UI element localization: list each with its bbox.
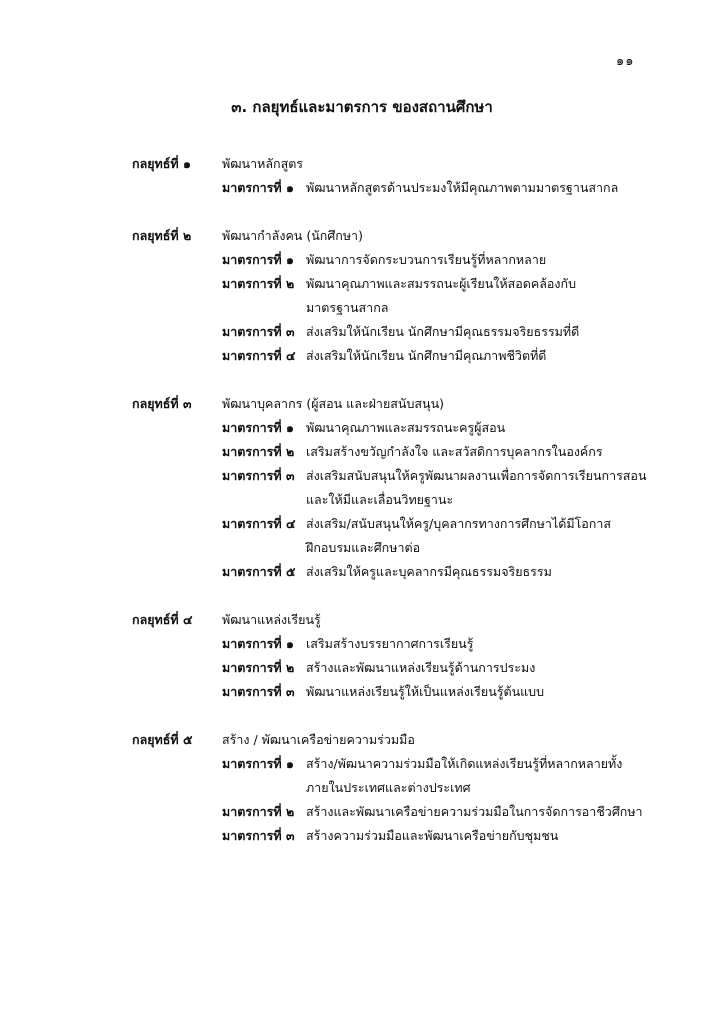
strategy-block: [132, 608, 672, 704]
measure-label: มาตรการที่ ๓: [222, 684, 295, 699]
measure-label: มาตรการที่ ๑: [222, 180, 294, 195]
measure-item: [132, 272, 672, 320]
measure-item: [132, 800, 672, 824]
measure-label: มาตรการที่ ๕: [222, 564, 296, 579]
measure-label: มาตรการที่ ๒: [222, 660, 295, 675]
measure-item: [132, 632, 672, 656]
measure-text-line: เสริมสร้างขวัญกำลังใจ และสวัสดิการบุคลากรในองค์กร: [306, 444, 603, 459]
strategy-text: สร้าง / พัฒนาเครือข่ายความร่วมมือ: [222, 732, 415, 747]
strategy-text: พัฒนาหลักสูตร: [222, 156, 304, 171]
strategy-block: [132, 152, 672, 200]
measure-item: [132, 824, 672, 848]
section-title: ๓. กลยุทธ์และมาตรการ ของสถานศึกษา: [231, 98, 493, 116]
measure-label: มาตรการที่ ๑: [222, 420, 294, 435]
strategy-label: กลยุทธ์ที่ ๒: [132, 228, 192, 243]
measure-text-line: ส่งเสริมให้ครูและบุคลากรมีคุณธรรมจริยธรรม: [306, 564, 552, 579]
strategy-label: กลยุทธ์ที่ ๕: [132, 732, 193, 747]
measure-item: [132, 560, 672, 584]
measure-text-line: พัฒนาคุณภาพและสมรรถนะผู้เรียนให้สอดคล้องกับ: [306, 276, 577, 291]
strategy-label: กลยุทธ์ที่ ๑: [132, 156, 191, 171]
measure-text-line: ภายในประเทศและต่างประเทศ: [306, 780, 471, 795]
measure-label: มาตรการที่ ๑: [222, 636, 294, 651]
measure-text-line: พัฒนาคุณภาพและสมรรถนะครูผู้สอน: [306, 420, 506, 435]
strategy-label: กลยุทธ์ที่ ๓: [132, 396, 192, 411]
page-number: ๑๑: [616, 54, 635, 69]
strategy-block: [132, 728, 672, 848]
measure-item: [132, 464, 672, 512]
measure-item: [132, 344, 672, 368]
measure-item: [132, 416, 672, 440]
strategy-block: [132, 392, 672, 584]
measure-text-line: สร้างและพัฒนาเครือข่ายความร่วมมือในการจัดการอาชีวศึกษา: [306, 804, 643, 819]
measure-item: [132, 512, 672, 560]
measure-label: มาตรการที่ ๔: [222, 348, 296, 363]
measure-item: [132, 176, 672, 200]
measure-label: มาตรการที่ ๔: [222, 516, 296, 531]
strategy-text: พัฒนากำลังคน (นักศึกษา): [222, 228, 363, 243]
measure-item: [132, 752, 672, 800]
strategy-text: พัฒนาแหล่งเรียนรู้: [222, 612, 321, 627]
measure-label: มาตรการที่ ๑: [222, 756, 294, 771]
measure-label: มาตรการที่ ๒: [222, 444, 295, 459]
measure-item: [132, 680, 672, 704]
measure-label: มาตรการที่ ๒: [222, 804, 295, 819]
measure-text-line: พัฒนาการจัดกระบวนการเรียนรู้ที่หลากหลาย: [306, 252, 547, 267]
measure-text-line: ส่งเสริมให้นักเรียน นักศึกษามีคุณธรรมจริยธรรมที่ดี: [306, 324, 580, 339]
measure-item: [132, 320, 672, 344]
measure-text-line: ส่งเสริมสนับสนุนให้ครูพัฒนาผลงานเพื่อการจัดการเรียนการสอน: [306, 468, 647, 483]
measure-label: มาตรการที่ ๓: [222, 828, 295, 843]
measure-text-line: พัฒนาแหล่งเรียนรู้ให้เป็นแหล่งเรียนรู้ต้นแบบ: [306, 684, 545, 699]
measure-text-line: พัฒนาหลักสูตรด้านประมงให้มีคุณภาพตามมาตรฐานสากล: [306, 180, 619, 195]
measure-label: มาตรการที่ ๒: [222, 276, 295, 291]
measure-label: มาตรการที่ ๑: [222, 252, 294, 267]
measure-text-line: สร้าง/พัฒนาความร่วมมือให้เกิดแหล่งเรียนรู้ที่หลากหลายทั้ง: [306, 756, 623, 771]
strategy-label: กลยุทธ์ที่ ๔: [132, 612, 193, 627]
measure-item: [132, 656, 672, 680]
measure-text-line: และให้มีและเลื่อนวิทยฐานะ: [306, 492, 454, 507]
strategy-block: [132, 224, 672, 368]
measure-item: [132, 248, 672, 272]
measure-text-line: ส่งเสริมให้นักเรียน นักศึกษามีคุณภาพชีวิตที่ดี: [306, 348, 547, 363]
measure-text-line: ฝึกอบรมและศึกษาต่อ: [306, 540, 421, 555]
strategy-list: [132, 152, 672, 872]
measure-text-line: ส่งเสริม/สนับสนุนให้ครู/บุคลากรทางการศึกษาได้มีโอกาส: [306, 516, 612, 531]
measure-label: มาตรการที่ ๓: [222, 468, 295, 483]
measure-text-line: มาตรฐานสากล: [306, 300, 389, 315]
measure-text-line: สร้างและพัฒนาแหล่งเรียนรู้ด้านการประมง: [306, 660, 536, 675]
measure-label: มาตรการที่ ๓: [222, 324, 295, 339]
measure-item: [132, 440, 672, 464]
strategy-text: พัฒนาบุคลากร (ผู้สอน และฝ่ายสนับสนุน): [222, 396, 444, 411]
measure-text-line: เสริมสร้างบรรยากาศการเรียนรู้: [306, 636, 474, 651]
measure-text-line: สร้างความร่วมมือและพัฒนาเครือข่ายกับชุมชน: [306, 828, 559, 843]
